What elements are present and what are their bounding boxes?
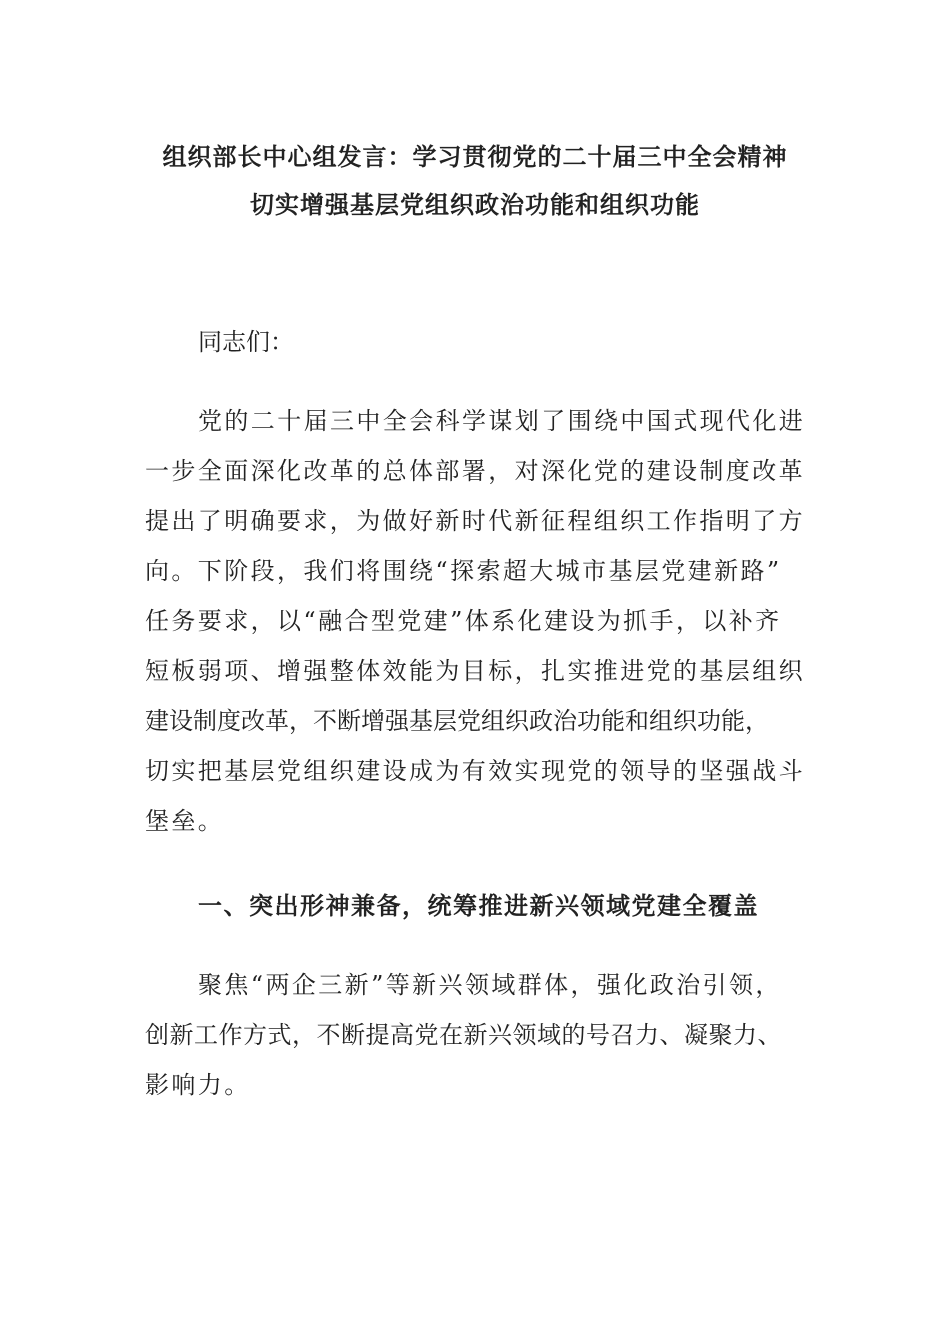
paragraph-line: 向。下阶段，我们将围绕“探索超大城市基层党建新路”	[145, 557, 782, 585]
document-title-line-2: 切实增强基层党组织政治功能和组织功能	[250, 191, 700, 219]
salutation: 同志们：	[198, 328, 294, 356]
section-heading-1: 一、突出形神兼备，统筹推进新兴领域党建全覆盖	[198, 892, 759, 920]
paragraph-line: 党的二十届三中全会科学谋划了围绕中国式现代化进	[198, 407, 806, 435]
paragraph-line: 提出了明确要求，为做好新时代新征程组织工作指明了方	[145, 507, 805, 535]
paragraph-1	[145, 396, 805, 846]
paragraph-line: 建设制度改革，不断增强基层党组织政治功能和组织功能，	[145, 707, 769, 735]
paragraph-2	[145, 960, 805, 1110]
paragraph-line: 影响力。	[145, 1071, 251, 1099]
paragraph-line: 任务要求，以“融合型党建”体系化建设为抓手，以补齐	[145, 607, 782, 635]
paragraph-line: 一步全面深化改革的总体部署，对深化党的建设制度改革	[145, 457, 805, 485]
paragraph-line: 短板弱项、增强整体效能为目标，扎实推进党的基层组织	[145, 657, 805, 685]
paragraph-line: 切实把基层党组织建设成为有效实现党的领导的坚强战斗	[145, 757, 805, 785]
paragraph-line: 堡垒。	[145, 807, 225, 835]
paragraph-line: 创新工作方式，不断提高党在新兴领域的号召力、凝聚力、	[145, 1021, 782, 1049]
paragraph-line: 聚焦“两企三新”等新兴领域群体，强化政治引领，	[198, 971, 782, 999]
document-title-line-1: 组织部长中心组发言：学习贯彻党的二十届三中全会精神	[162, 143, 788, 171]
